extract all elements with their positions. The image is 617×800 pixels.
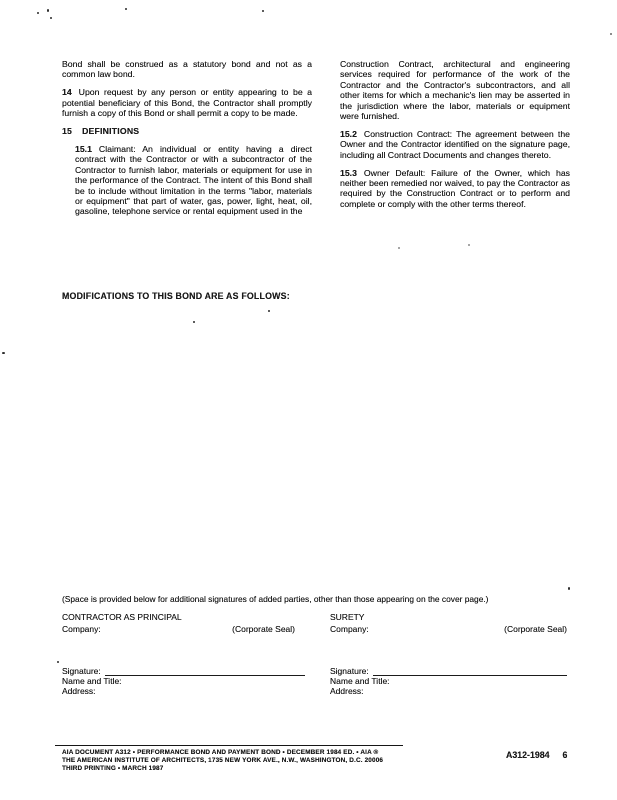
document-ref: A312-1984 [506,750,550,760]
scan-speck [57,661,59,663]
scan-speck [37,12,39,14]
surety-block [330,612,567,634]
paragraph-15-3-number: 15.3 [340,167,357,178]
scan-speck [47,9,49,12]
paragraph-15-3 [340,168,570,210]
scan-speck [50,17,52,19]
paragraph-14-text: Upon request by any person or entity appearing to be a potential beneficiary of this Bond, the Contractor shall promptly furnish a copy of this Bond or shall permit a copy to be made. [62,87,312,119]
surety-signature-fields [330,666,567,697]
scan-speck [610,33,612,35]
scan-speck [193,321,195,323]
contractor-name-title-label: Name and Title: [62,676,122,687]
scan-speck [268,310,270,312]
definitions-heading [62,126,312,136]
contractor-signature-line [105,667,305,676]
paragraph-15-2-number: 15.2 [340,128,357,139]
modifications-heading: MODIFICATIONS TO THIS BOND ARE AS FOLLOWS: [62,291,290,301]
contractor-company-row [62,624,295,635]
paragraph-15-1-number: 15.1 [75,143,92,154]
surety-address-label: Address: [330,686,364,697]
surety-signature-label: Signature: [330,666,369,676]
paragraph-continuation-right: Construction Contract, architectural and engineering services required for performance of the work of the Contractor and the Contractor's subcontractors, and all other items for which a mechanic's lien may be asserted in the jurisdiction where the labor, materials or equipment were furnished. [340,59,570,122]
paragraph-15-3-text: Owner Default: Failure of the Owner, which has neither been remedied nor waived, to pay the Contractor as required by the Construction Contract or to perform and complete or comply with the other terms thereof. [340,167,570,209]
definitions-heading-label: DEFINITIONS [82,126,140,137]
footer-attribution [62,749,383,772]
signature-note: (Space is provided below for additional signatures of added parties, other than those appearing on the cover page.) [62,594,489,604]
signature-headers [62,612,567,634]
paragraph-14 [62,87,312,118]
contractor-signature-label: Signature: [62,666,101,676]
body-columns [62,59,570,224]
paragraph-15-1-text: Claimant: An individual or entity having a direct contract with the Contractor or with a subcontractor of the Contractor to furnish labor, materials or equipment for use in the performance of the Contract. The intent of this Bond shall be to include without limitation in the terms "labor, materials or equipment" that part of water, gas, power, light, heat, oil, gasoline, telephone service or rental equipment used in the [75,143,312,217]
surety-company-label: Company: [330,623,369,634]
definitions-heading-number: 15 [62,126,73,137]
left-column [62,59,312,224]
surety-signature-line [373,667,567,676]
scan-speck [262,10,264,12]
surety-corporate-seal-label: (Corporate Seal) [504,623,567,634]
contractor-principal-block [62,612,330,634]
paragraph-15-2 [340,129,570,160]
scan-speck [468,244,470,246]
scan-speck [398,247,400,249]
contractor-address-label: Address: [62,686,96,697]
surety-role-label: SURETY [330,612,365,622]
surety-signature-row [330,666,567,676]
contractor-signature-row [62,666,305,676]
footer-line-1: AIA DOCUMENT A312 • PERFORMANCE BOND AND PAYMENT BOND • DECEMBER 1984 ED. • AIA ® [62,749,379,756]
page-reference [506,750,567,760]
contractor-corporate-seal-label: (Corporate Seal) [232,623,295,634]
scan-speck [2,352,5,354]
footer-line-3: THIRD PRINTING • MARCH 1987 [62,764,164,772]
footer-line-2: THE AMERICAN INSTITUTE OF ARCHITECTS, 1735 NEW YORK AVE., N.W., WASHINGTON, D.C. 20006 [62,756,384,764]
paragraph-15-2-text: Construction Contract: The agreement between the Owner and the Contractor identified on the signature page, including all Contract Documents and changes thereto. [340,128,570,160]
surety-name-title-label: Name and Title: [330,676,390,687]
contractor-role-label: CONTRACTOR AS PRINCIPAL [62,612,182,622]
paragraph-15-1 [75,144,312,217]
contractor-company-label: Company: [62,623,101,634]
footer-divider [55,745,403,746]
surety-company-row [330,624,567,635]
paragraph-14-number: 14 [62,87,72,98]
scan-speck [125,8,127,10]
page-number: 6 [562,750,568,760]
signature-fields [62,666,567,697]
contractor-signature-fields [62,666,305,697]
scan-speck [568,587,570,590]
paragraph-continuation: Bond shall be construed as a statutory bond and not as a common law bond. [62,59,312,80]
right-column [340,59,570,224]
